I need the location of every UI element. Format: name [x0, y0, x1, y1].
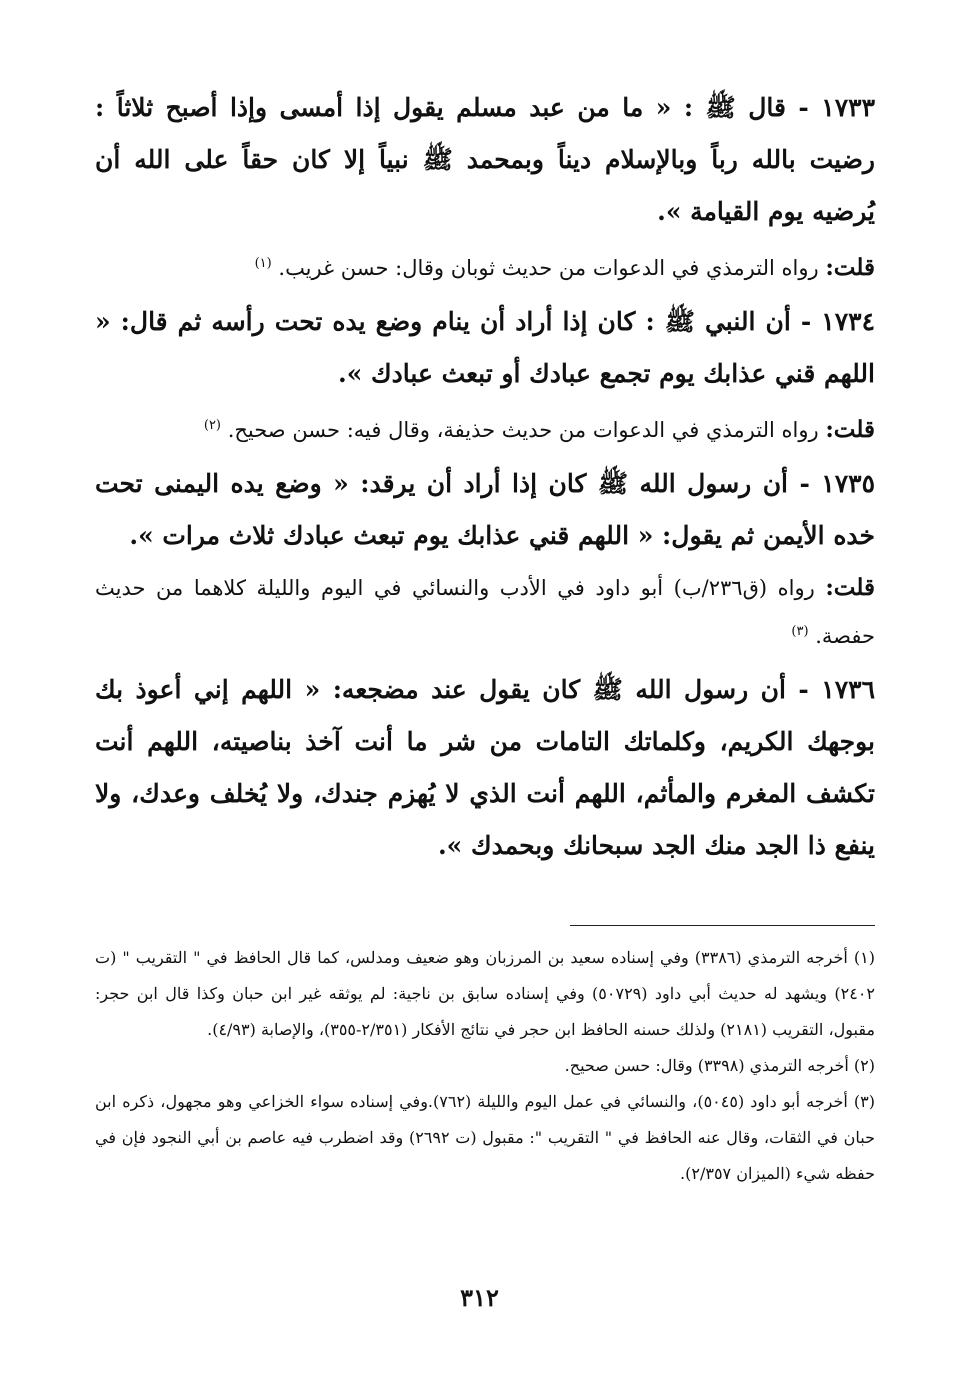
- footnote-2: (٢) أخرجه الترمذي (٣٣٩٨) وقال: حسن صحيح.: [564, 1056, 875, 1075]
- footnote-3: (٣) أخرجه أبو داود (٥٠٤٥)، والنسائي في عمل اليوم والليلة (٧٦٢).وفي إسناده سواء الخزاعي وهو مجهول، ذكره ابن حبان في الثقات، وقال عنه الحافظ في " التقريب ": مقبول (ت ٢٦٩٢) وقد اضطرب فيه عاصم بن أبي النجود فإن في حفظه شيء (الميزان ٢/٣٥٧).: [95, 1092, 876, 1183]
- page-number: ٣١٢: [460, 1283, 499, 1312]
- qult-label: قلت:: [825, 574, 875, 601]
- commentary-1733: [95, 242, 875, 290]
- hadith-1736: ١٧٣٦ - أن رسول الله ﷺ كان يقول عند مضجعه: « اللهم إني أعوذ بك بوجهك الكريم، وكلماتك التامات من شر ما أنت آخذ بناصيته، اللهم أنت تكشف المغرم والمأثم، اللهم أنت الذي لا يُهزم جندك، ولا يُخلف وعدك، ولا ينفع ذا الجد منك الجد سبحانك وبحمدك ».: [95, 675, 875, 860]
- footnote-divider: [570, 925, 875, 926]
- hadith-1734: ١٧٣٤ - أن النبي ﷺ : كان إذا أراد أن ينام وضع يده تحت رأسه ثم قال: « اللهم قني عذابك يوم تجمع عبادك أو تبعث عبادك ».: [95, 307, 875, 388]
- hadith-1735: ١٧٣٥ - أن رسول الله ﷺ كان إذا أراد أن يرقد: « وضع يده اليمنى تحت خده الأيمن ثم يقول: « اللهم قني عذابك يوم تبعث عبادك ثلاث مرات ».: [95, 469, 875, 550]
- footnote-ref: (١): [254, 256, 272, 271]
- footnote-ref: (٢): [203, 418, 221, 433]
- qult-label: قلت:: [825, 254, 875, 281]
- hadith-1733: ١٧٣٣ - قال ﷺ : « ما من عبد مسلم يقول إذا أمسى وإذا أصبح ثلاثاً : رضيت بالله رباً وبالإسلام ديناً وبمحمد ﷺ نبياً إلا كان حقاً على الله أن يُرضيه يوم القيامة ».: [95, 93, 875, 226]
- main-text: [95, 82, 875, 872]
- commentary-text: رواه الترمذي في الدعوات من حديث ثوبان وقال: حسن غريب.: [278, 256, 819, 280]
- commentary-1734: [95, 404, 875, 452]
- footnote-1: (١) أخرجه الترمذي (٣٣٨٦) وفي إسناده سعيد بن المرزبان وهو ضعيف ومدلس، كما قال الحافظ في " التقريب " (ت ٢٤٠٢) ويشهد له حديث أبي داود (٥٠٧٢٩) وفي إسناده سابق بن ناجية: لم يوثقه غير ابن حبان وكذا قال ابن حجر: مقبول، التقريب (٢١٨١) ولذلك حسنه الحافظ ابن حجر في نتائج الأفكار (٢/٣٥١-٣٥٥)، والإصابة (٤/٩٣).: [95, 948, 876, 1039]
- footnote-ref: (٣): [791, 624, 809, 639]
- footnotes: [95, 940, 875, 1192]
- commentary-text: رواه (ق٢٣٦/ب) أبو داود في الأدب والنسائي في اليوم والليلة كلاهما من حديث حفصة.: [95, 576, 875, 648]
- qult-label: قلت:: [825, 416, 875, 443]
- commentary-text: رواه الترمذي في الدعوات من حديث حذيفة، وقال فيه: حسن صحيح.: [227, 418, 819, 442]
- commentary-1735: [95, 566, 875, 658]
